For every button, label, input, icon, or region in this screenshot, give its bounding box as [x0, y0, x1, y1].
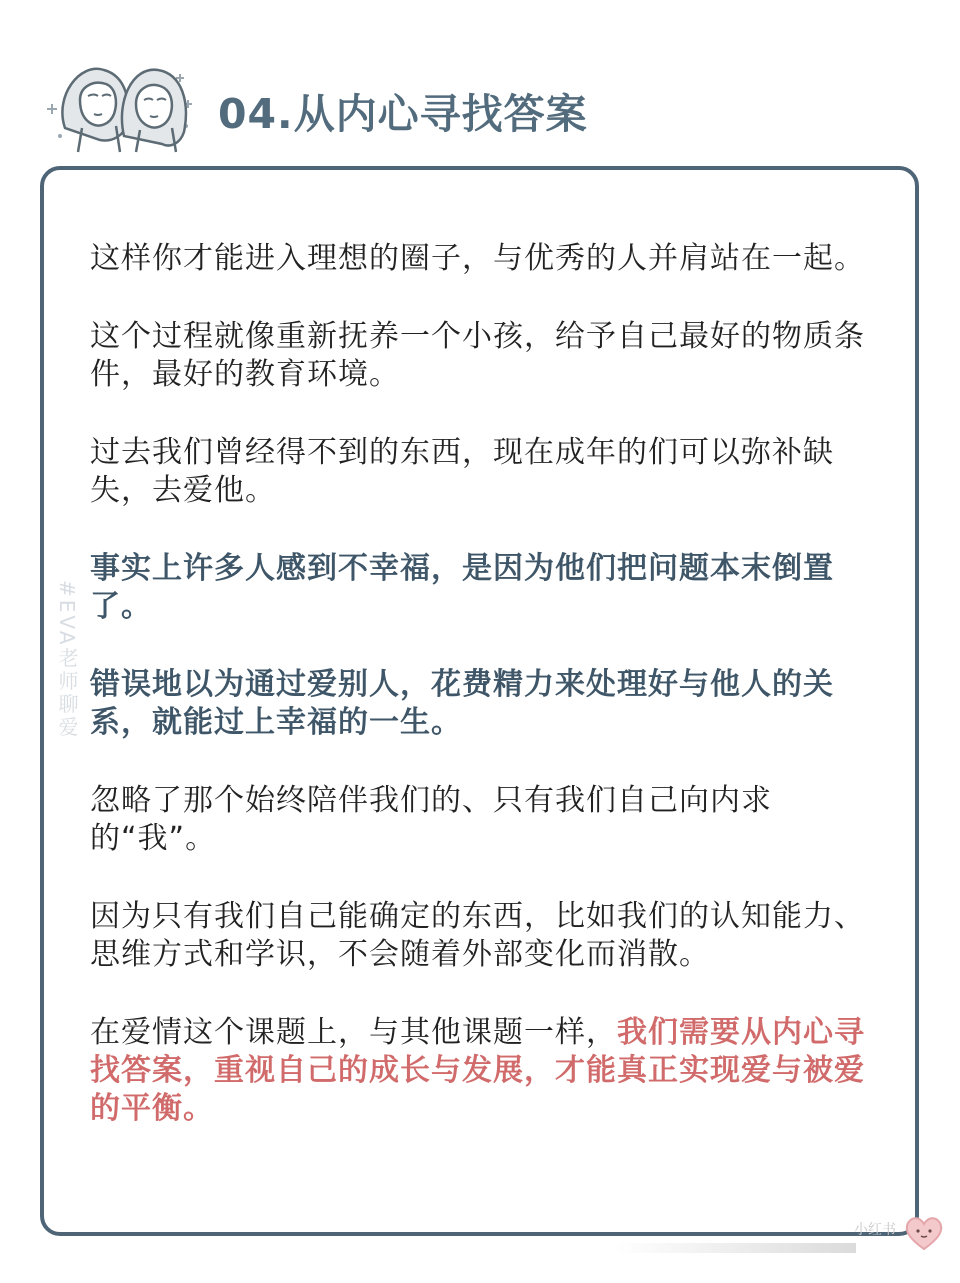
paragraph-final [90, 1014, 880, 1128]
paragraph-6: 忽略了那个始终陪伴我们的、只有我们自己向内求的“我”。 [90, 783, 772, 856]
footer-watermark [616, 1211, 946, 1259]
footer-watermark-text: 小红书 [854, 1222, 896, 1238]
article-body [90, 240, 880, 1168]
paragraph-1: 这样你才能进入理想的圈子，与优秀的人并肩站在一起。 [90, 241, 865, 276]
two-women-illustration-icon [40, 56, 215, 156]
paragraph-3: 过去我们曾经得不到的东西，现在成年的们可以弥补缺失，去爱他。 [90, 435, 834, 508]
page-title: 04.从内心寻找答案 [218, 90, 588, 138]
paragraph-2: 这个过程就像重新抚养一个小孩，给予自己最好的物质条件，最好的教育环境。 [90, 319, 865, 392]
heart-icon [902, 1211, 946, 1255]
section-header [40, 56, 920, 166]
final-normal-text: 在爱情这个课题上，与其他课题一样， [90, 1015, 617, 1050]
content-card [40, 166, 919, 1236]
paragraph-4-emphasis: 事实上许多人感到不幸福，是因为他们把问题本末倒置了。 [90, 551, 834, 624]
side-watermark: #EVA老师聊爱 [55, 580, 79, 740]
paragraph-5-emphasis: 错误地以为通过爱别人，花费精力来处理好与他人的关系，就能过上幸福的一生。 [90, 667, 834, 740]
final-highlight-text: 我们需要从内心寻找答案，重视自己的成长与发展，才能真正实现爱与被爱的平衡。 [90, 1015, 865, 1126]
footer-fade-bar [616, 1243, 856, 1253]
paragraph-7: 因为只有我们自己能确定的东西，比如我们的认知能力、思维方式和学识，不会随着外部变化而消散。 [90, 899, 865, 972]
